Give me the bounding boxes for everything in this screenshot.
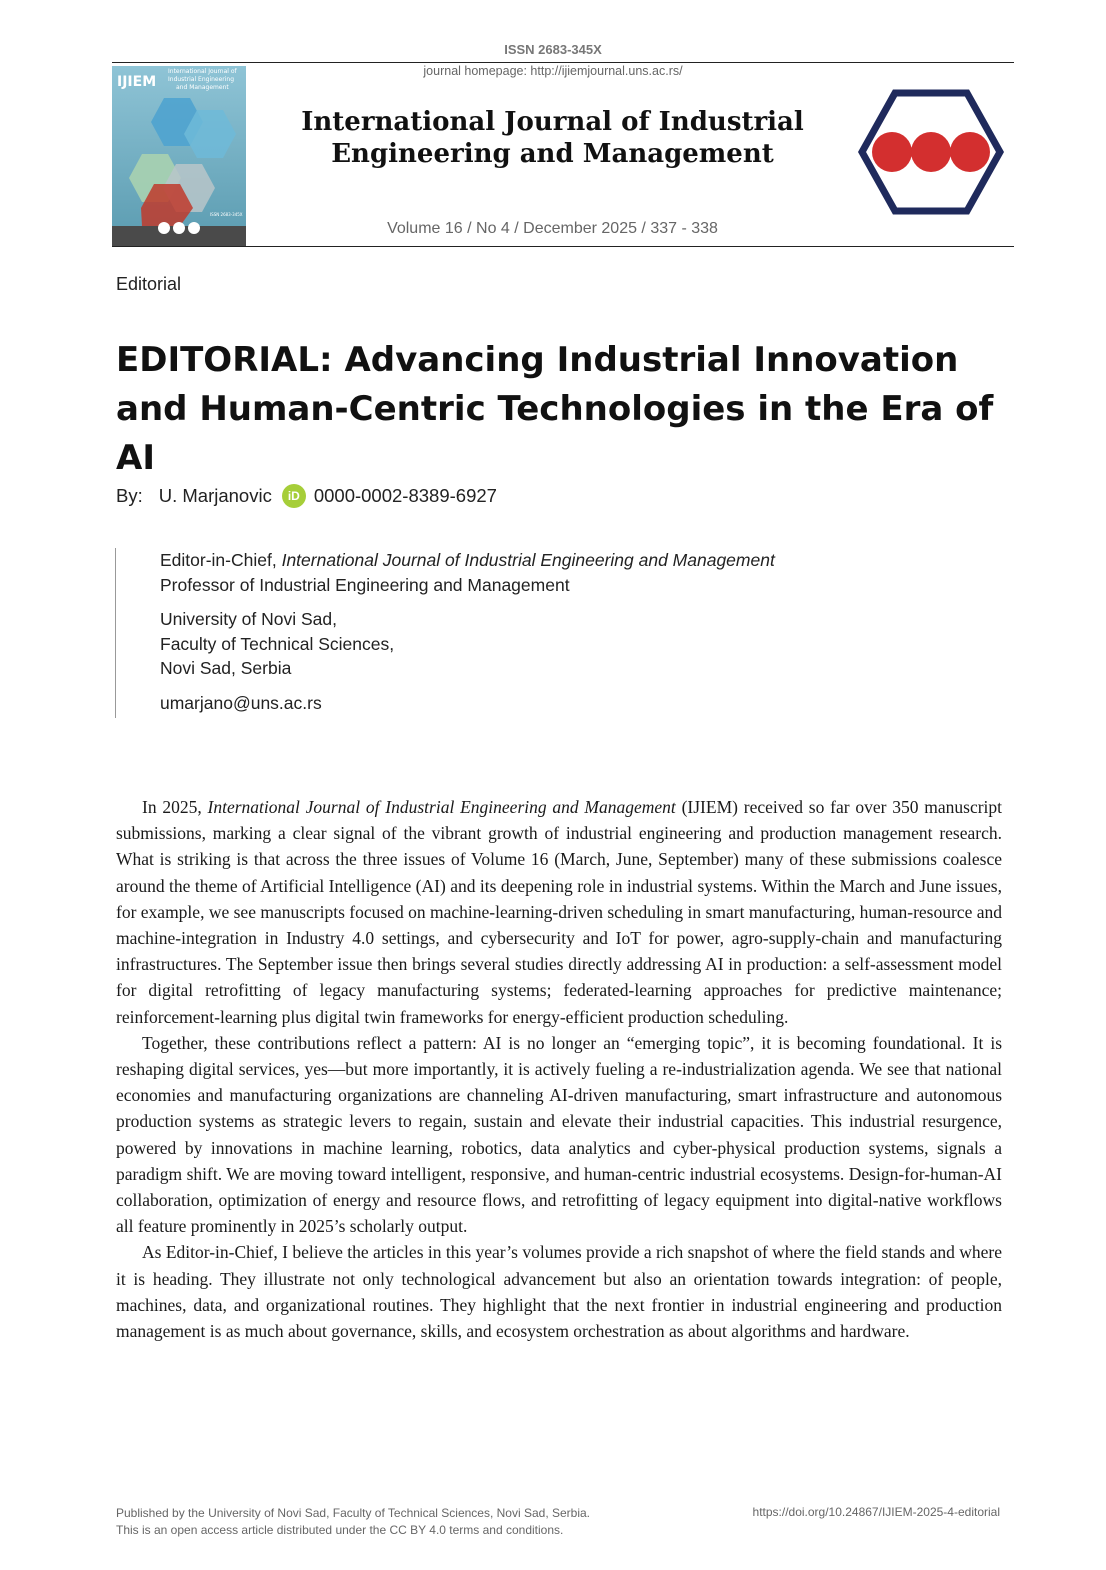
journal-homepage-link[interactable]: journal homepage: http://ijiemjournal.uns.ac.rs/ xyxy=(423,64,683,78)
body-paragraph: As Editor-in-Chief, I believe the articles in this year’s volumes provide a rich snapshot of where the field stands and where it is heading. They illustrate not only technological advancement but also an orientation towards integration: of people, machines, data, and organizational routines. They highlight that the next frontier in industrial engineering and production management is as much about governance, skills, and ecosystem orchestration as about algorithms and hardware. xyxy=(116,1242,1002,1342)
article-title: EDITORIAL: Advancing Industrial Innovation and Human-Centric Technologies in the Era of AI xyxy=(116,340,994,478)
cover-issn: ISSN 2683-345X xyxy=(210,212,243,217)
orcid-id[interactable]: 0000-0002-8389-6927 xyxy=(313,485,497,506)
journal-title-line: Engineering and Management xyxy=(331,139,774,169)
position: Professor of Industrial Engineering and Management xyxy=(160,574,570,595)
cover-title-line: International Journal of xyxy=(168,68,237,75)
article-type: Editorial xyxy=(116,274,182,294)
volume-info: Volume 16 / No 4 / December 2025 / 337 - 338 xyxy=(387,220,718,237)
journal-title xyxy=(270,106,835,170)
footer-publisher-info xyxy=(116,1505,590,1539)
author-name: U. Marjanovic xyxy=(158,485,272,506)
author-email[interactable]: umarjano@uns.ac.rs xyxy=(160,692,322,713)
cover-title-line: and Management xyxy=(176,84,229,91)
header-bottom-rule xyxy=(112,246,1014,247)
header-top-rule xyxy=(112,62,1014,63)
cover-title-line: Industrial Engineering xyxy=(168,76,235,83)
article-body xyxy=(116,794,1002,1344)
cover-logo-text: IJIEM xyxy=(117,74,157,90)
p1-prefix: In 2025, xyxy=(142,797,208,817)
journal-logo-icon xyxy=(858,88,1004,216)
journal-cover-image xyxy=(112,66,246,246)
body-paragraph xyxy=(116,794,1002,1030)
footer-doi-link[interactable]: https://doi.org/10.24867/IJIEM-2025-4-editorial xyxy=(752,1505,1000,1519)
university: University of Novi Sad, xyxy=(160,609,338,629)
body-paragraph: Together, these contributions reflect a pattern: AI is no longer an “emerging topic”, it is becoming foundational. It is reshaping digital services, yes—but more importantly, it is actively fueling a re-industrialization agenda. We see that national economies and manufacturing organizations are channeling AI-driven manufacturing, smart infrastructure and autonomous production systems as strategic levers to regain, sustain and elevate their industrial capacities. This industrial resurgence, powered by innovations in machine learning, robotics, data analytics and cyber-physical production systems, signals a paradigm shift. We are moving toward intelligent, responsive, and human-centric industrial ecosystems. Design-for-human-AI collaboration, optimization of energy and resource flows, and retrofitting of legacy equipment into digital-native workflows all feature prominently in 2025’s scholarly output. xyxy=(116,1032,1002,1237)
author-line xyxy=(116,484,497,508)
issn: ISSN 2683-345X xyxy=(504,42,602,57)
faculty: Faculty of Technical Sciences, xyxy=(160,633,395,654)
p1-journal-name: International Journal of Industrial Engineering and Management xyxy=(207,797,676,817)
city: Novi Sad, Serbia xyxy=(160,658,292,678)
role-journal: International Journal of Industrial Engineering and Management xyxy=(281,550,775,570)
role-prefix: Editor-in-Chief, xyxy=(160,550,282,570)
journal-title-line: International Journal of Industrial xyxy=(301,107,804,137)
footer-license: This is an open access article distributed under the CC BY 4.0 terms and conditions. xyxy=(116,1523,564,1537)
affiliation-block xyxy=(115,548,775,718)
by-label: By: xyxy=(116,485,143,506)
editor-role xyxy=(160,548,775,573)
orcid-icon[interactable]: iD xyxy=(282,484,306,508)
footer-publisher: Published by the University of Novi Sad, Faculty of Technical Sciences, Novi Sad, Serbia. xyxy=(116,1506,591,1520)
p1-text: (IJIEM) received so far over 350 manuscript submissions, marking a clear signal of the vibrant growth of industrial engineering and production management research. What is striking is that across the three issues of Volume 16 (March, June, September) many of these submissions coalesce around the theme of Artificial Intelligence (AI) and its deepening role in industrial systems. Within the March and June issues, for example, we see manuscripts focused on machine-learning-driven scheduling in smart manufacturing, human-resource and machine-integration in Industry 4.0 settings, and cybersecurity and IoT for power, agro-supply-chain and manufacturing infrastructures. The September issue then brings several studies directly addressing AI in production: a self-assessment model for digital retrofitting of legacy manufacturing systems; federated-learning approaches for predictive maintenance; reinforcement-learning plus digital twin frameworks for energy-efficient production scheduling. xyxy=(116,797,1003,1027)
